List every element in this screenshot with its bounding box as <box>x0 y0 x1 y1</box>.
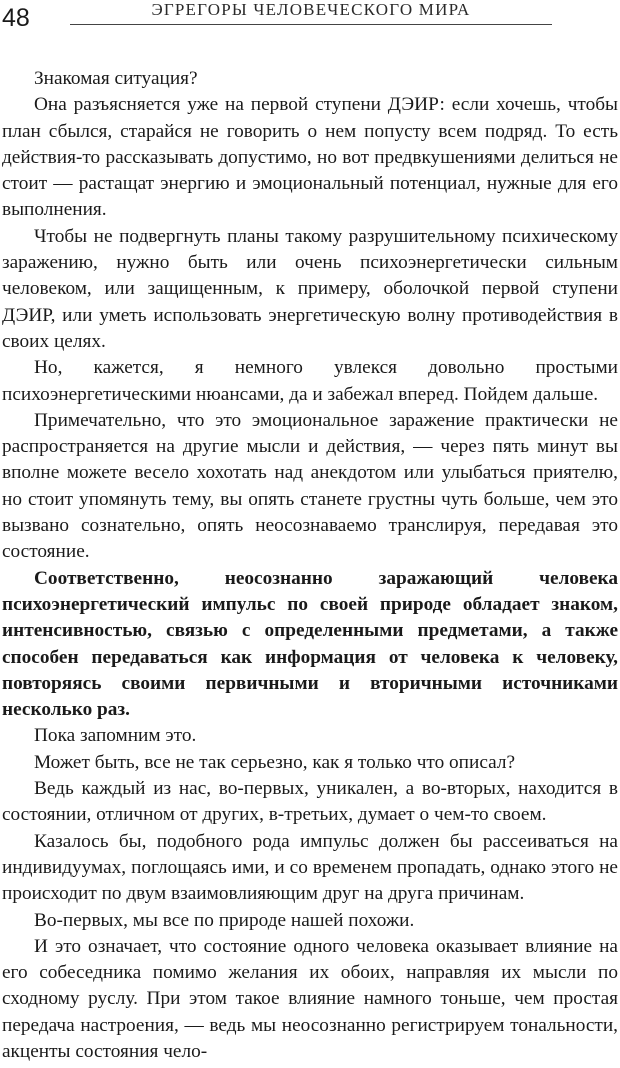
header-rule <box>70 24 552 25</box>
body-text <box>2 66 618 1065</box>
paragraph: Примечательно, что это эмоциональное заражение практически не распространяется на другие мысли и действия, — через пять минут вы вполне можете весело хохотать над анекдотом или улыбаться приятелю, но стоит упомянуть тему, вы опять станете грустны чуть больше, чем это вызвано сознательно, опять неосознаваемо транслируя, передавая это состояние. <box>2 409 618 563</box>
paragraph: Пока запомним это. <box>34 725 197 747</box>
paragraph: Может быть, все не так серьезно, как я только что описал? <box>34 751 516 773</box>
bold-paragraph: Соответственно, неосознанно заражающий человека психоэнергетический импульс по своей природе обладает знаком, интенсивностью, связью с определенными предметами, а также способен передаваться как информация от человека к человеку, повторяясь своими первичными и вторичными источниками несколько раз. <box>2 567 618 721</box>
paragraph: Чтобы не подвергнуть планы такому разрушительному психическому заражению, нужно быть или очень психоэнергетически сильным человеком, или защищенным, к примеру, оболочкой первой ступени ДЭИР, или уметь использовать энергетическую волну противодействия в своих целях. <box>2 225 618 352</box>
paragraph: Она разъясняется уже на первой ступени ДЭИР: если хочешь, чтобы план сбылся, старайся не говорить о нем попусту всем подряд. То есть действия-то рассказывать допустимо, но вот предвкушениями делиться не стоит — растащат энергию и эмоциональный потенциал, нужные для его выполнения. <box>2 94 618 221</box>
paragraph: Но, кажется, я немного увлекся довольно простыми психоэнергетическими нюансами, да и забежал вперед. Пойдем дальше. <box>2 357 618 405</box>
page-number: 48 <box>2 4 30 32</box>
paragraph: Ведь каждый из нас, во-первых, уникален, а во-вторых, находится в состоянии, отличном от других, в-третьих, думает о чем-то своем. <box>2 778 618 826</box>
paragraph: Знакомая ситуация? <box>34 68 198 89</box>
paragraph: Казалось бы, подобного рода импульс должен бы рассеиваться на индивидуумах, поглощаясь ими, и со временем пропадать, однако этого не происходит по двум взаимовлияющим друг на друга причинам. <box>2 830 618 905</box>
paragraph: Во-первых, мы все по природе нашей похожи. <box>34 909 415 931</box>
paragraph: И это означает, что состояние одного человека оказывает влияние на его собеседника помимо желания их обоих, направляя их мысли по сходному руслу. При этом такое влияние намного тоньше, чем простая передача настроения, — ведь мы неосознанно регистрируем тональности, акценты состояния чело- <box>2 935 618 1062</box>
running-title: ЭГРЕГОРЫ ЧЕЛОВЕЧЕСКОГО МИРА <box>151 0 471 19</box>
